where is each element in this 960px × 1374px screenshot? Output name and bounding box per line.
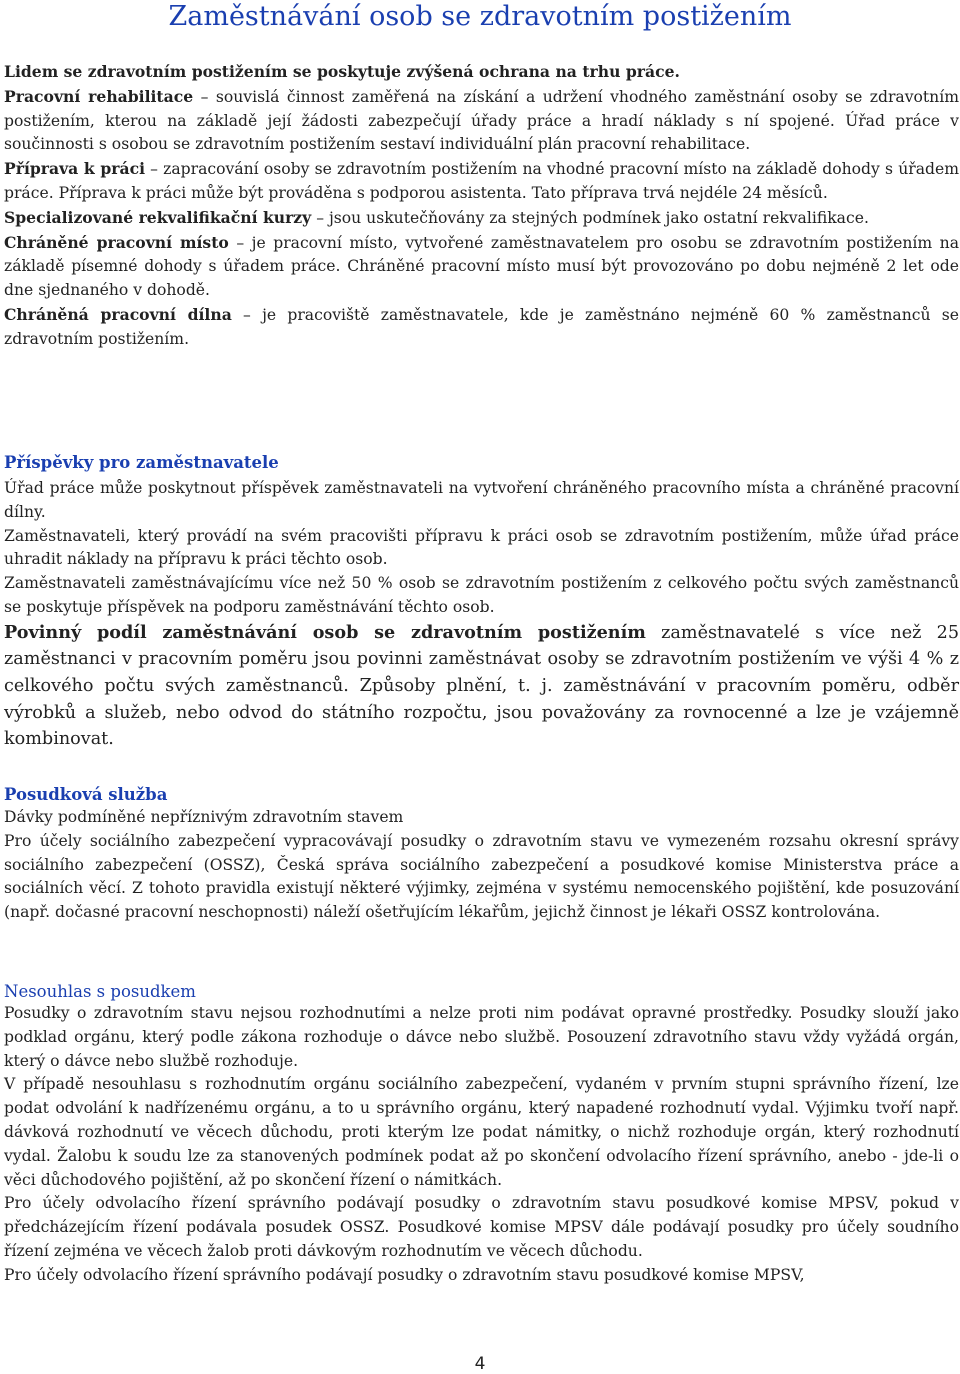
page-number: 4 [474, 1354, 486, 1374]
assessment-section [4, 806, 959, 925]
page-title: Zaměstnávání osob se zdravotním postižením [168, 1, 792, 32]
contributions-paragraph: Zaměstnavateli zaměstnávajícímu více než 50 % osob se zdravotním postižením z celkového počtu svých zaměstnanců se poskytuje příspěvek na podporu zaměstnávání těchto osob. [4, 574, 959, 616]
disagreement-section [4, 1002, 959, 1288]
intro-item-kurzy: Specializované rekvalifikační kurzy – jsou uskutečňovány za stejných podmínek jako ostatní rekvalifikace. [4, 207, 869, 227]
disagreement-paragraph: Pro účely odvolacího řízení správního podávají posudky o zdravotním stavu posudkové komise MPSV, pokud v předcházejícím řízení podávala posudek OSSZ. Posudkové komise MPSV dále podávají posudky pro účely soudního řízení zejména ve věcech žalob proti dávkovým rozhodnutím ve věcech důchodu. [4, 1194, 959, 1260]
assessment-paragraph: Dávky podmíněné nepříznivým zdravotním stavem [4, 808, 404, 826]
intro-item-chranene-misto: Chráněné pracovní místo – je pracovní místo, vytvořené zaměstnavatelem pro osobu se zdravotním postižením na základě písemné dohody s úřadem práce. Chráněné pracovní místo musí být provozováno po dobu nejméně 2 let ode dne sjednaného v dohodě. [4, 232, 959, 300]
disagreement-paragraph: V případě nesouhlasu s rozhodnutím orgánu sociálního zabezpečení, vydaném v prvním stupni správního řízení, lze podat odvolání k nadřízenému orgánu, a to u správního orgánu, který napadené rozhodnutí vydal. Výjimku tvoří např. dávková rozhodnutí ve věcech důchodu, proti kterým lze podat námitky, o nichž rozhoduje orgán, který rozhodnutí vydal. Žalobu k soudu lze za stanovených podmínek podat až po skončení odvolacího řízení správního, anebo - jde-li o věci důchodového pojištění, až po skončení řízení o námitkách. [4, 1075, 959, 1189]
intro-section [4, 60, 959, 352]
intro-item-priprava: Příprava k práci – zapracování osoby se zdravotním postižením na vhodné pracovní místo na základě dohody s úřadem práce. Příprava k práci může být prováděna s podporou asistenta. Tato příprava trvá nejdéle 24 měsíců. [4, 159, 959, 202]
assessment-heading: Posudková služba [4, 785, 168, 804]
disagreement-paragraph: Posudky o zdravotním stavu nejsou rozhodnutími a nelze proti nim podávat opravné prostředky. Posudky slouží jako podklad orgánu, který podle zákona rozhoduje o dávce nebo službě. Posouzení zdravotního stavu vždy vyžádá orgán, který o dávce nebo službě rozhoduje. [4, 1004, 959, 1070]
contributions-heading: Příspěvky pro zaměstnavatele [4, 453, 279, 472]
intro-item-rehabilitace: Pracovní rehabilitace – souvislá činnost zaměřená na získání a udržení vhodného zaměstnání osoby se zdravotním postižením, kterou na základě její žádosti zabezpečují úřady práce a hradí náklady s ní spojené. Úřad práce v součinnosti s osobou se zdravotním postižením sestaví individuální plán pracovní rehabilitace. [4, 86, 960, 154]
disagreement-heading: Nesouhlas s posudkem [4, 982, 196, 1001]
assessment-paragraph: Pro účely sociálního zabezpečení vypracovávají posudky o zdravotním stavu ve vymezeném rozsahu okresní správy sociálního zabezpečení (OSSZ), Česká správa sociálního zabezpečení a posudkové komise Ministerstva práce a sociálních věcí. Z tohoto pravidla existují některé výjimky, zejména v systému nemocenského pojištění, kde posuzování (např. dočasné pracovní neschopnosti) náleží ošetřujícím lékařům, jejichž činnost je lékaři OSSZ kontrolována. [4, 831, 959, 922]
contributions-paragraph: Úřad práce může poskytnout příspěvek zaměstnavateli na vytvoření chráněného pracovního místa a chráněné pracovní dílny. [4, 479, 959, 521]
mandatory-quota-paragraph: Povinný podíl zaměstnávání osob se zdravotním postižením zaměstnavatelé s více než 25 zaměstnanci v pracovním poměru jsou povinni zaměstnávat osoby se zdravotním postižením ve výši 4 % z celkového počtu svých zaměstnanců. Způsoby plnění, t. j. zaměstnávání v pracovním poměru, odběr výrobků a služeb, nebo odvod do státního rozpočtu, jsou považovány za rovnocenné a lze je vzájemně kombinovat. [4, 621, 960, 750]
intro-item-chranena-dilna: Chráněná pracovní dílna – je pracoviště zaměstnavatele, kde je zaměstnáno nejméně 60 % zaměstnanců se zdravotním postižením. [4, 304, 959, 348]
intro-lead: Lidem se zdravotním postižením se poskytuje zvýšená ochrana na trhu práce. [4, 62, 680, 81]
disagreement-paragraph: Pro účely odvolacího řízení správního podávají posudky o zdravotním stavu posudkové komise MPSV, [4, 1265, 805, 1284]
contributions-paragraph: Zaměstnavateli, který provádí na svém pracovišti přípravu k práci osob se zdravotním postižením, může úřad práce uhradit náklady na přípravu k práci těchto osob. [4, 526, 959, 569]
contributions-section [4, 477, 959, 753]
